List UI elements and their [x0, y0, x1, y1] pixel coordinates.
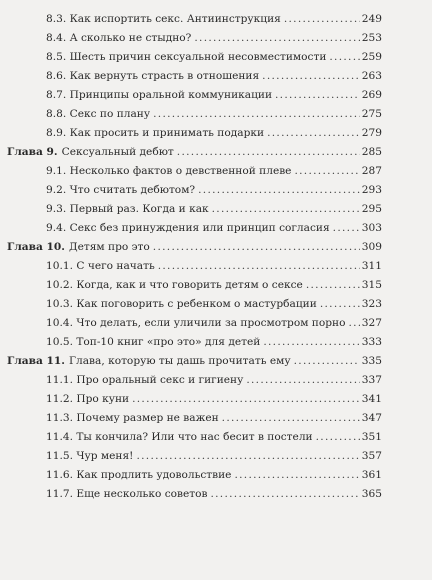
toc-entry-label [46, 48, 326, 67]
toc-entry-number: 11.2. [46, 393, 73, 405]
toc-entry-title: Про оральный секс и гигиену [76, 374, 244, 386]
toc-chapter-title: Сексуальный дебют [61, 146, 174, 158]
toc-entry-label [46, 409, 219, 428]
toc-entry-number: 8.8. [46, 108, 67, 120]
toc-leader-dots [329, 48, 359, 67]
toc-entry-page: 303 [361, 222, 382, 234]
toc-entry-page: 341 [361, 393, 382, 405]
toc-chapter-entry [0, 143, 432, 162]
toc-entry-number: 11.5. [46, 450, 73, 462]
toc-entry-label [46, 124, 264, 143]
toc-entry-page: 259 [361, 51, 382, 63]
toc-entry-label [46, 162, 291, 181]
toc-entry-page: 287 [361, 165, 382, 177]
toc-leader-dots [158, 257, 360, 276]
toc-entry-page: 333 [361, 336, 382, 348]
toc-entry-label [46, 428, 313, 447]
toc-entry-number: 8.9. [46, 127, 67, 139]
toc-entry-page: 337 [361, 374, 382, 386]
toc-entry-page: 361 [361, 469, 382, 481]
toc-entry-label [46, 371, 243, 390]
toc-entry-page: 293 [361, 184, 382, 196]
toc-entry-title: Еще несколько советов [76, 488, 208, 500]
toc-entry-title: Ты кончила? Или что нас бесит в постели [76, 431, 313, 443]
toc-leader-dots [294, 352, 360, 371]
toc-entry-number: 11.4. [46, 431, 73, 443]
toc-entry-label [46, 10, 281, 29]
toc-leader-dots [320, 295, 360, 314]
toc-entry [0, 29, 432, 48]
toc-entry-label [46, 67, 259, 86]
toc-entry-label [7, 143, 174, 162]
toc-entry-title: Шесть причин сексуальной несовместимости [69, 51, 327, 63]
toc-entry-label [46, 485, 207, 504]
toc-entry [0, 86, 432, 105]
toc-entry-page: 357 [361, 450, 382, 462]
toc-entry-title: Как испортить секс. Антиинструкция [69, 13, 281, 25]
toc-entry-label [46, 390, 129, 409]
toc-entry-title: Про куни [76, 393, 130, 405]
toc-entry-page: 323 [361, 298, 382, 310]
toc-leader-dots [316, 428, 360, 447]
toc-entry-label [46, 181, 195, 200]
toc-entry [0, 409, 432, 428]
toc-entry-number: 8.6. [46, 70, 67, 82]
toc-entry-label [46, 219, 330, 238]
toc-entry [0, 105, 432, 124]
toc-leader-dots [212, 200, 360, 219]
toc-entry [0, 219, 432, 238]
toc-entry-label [46, 86, 272, 105]
toc-chapter-entry [0, 238, 432, 257]
toc-entry-number: 8.3. [46, 13, 67, 25]
toc-leader-dots [262, 67, 360, 86]
toc-entry-title: Топ-10 книг «про это» для детей [76, 336, 261, 348]
toc-entry-number: 9.2. [46, 184, 67, 196]
toc-entry-number: 8.4. [46, 32, 67, 44]
toc-entry [0, 48, 432, 67]
toc-chapter-title: Детям про это [69, 241, 150, 253]
toc-entry-title: Что считать дебютом? [69, 184, 196, 196]
toc-entry-title: Секс без принуждения или принцип согласия [69, 222, 330, 234]
toc-entry [0, 257, 432, 276]
toc-entry-page: 253 [361, 32, 382, 44]
toc-leader-dots [153, 238, 360, 257]
toc-entry-page: 295 [361, 203, 382, 215]
toc-entry-number: 10.1. [46, 260, 73, 272]
toc-entry [0, 181, 432, 200]
toc-entry-number: 11.1. [46, 374, 73, 386]
toc-entry-page: 351 [361, 431, 382, 443]
toc-leader-dots [306, 276, 360, 295]
toc-entry-number: 10.3. [46, 298, 73, 310]
toc-entry-number: 10.4. [46, 317, 73, 329]
toc-entry-number: 11.6. [46, 469, 73, 481]
toc-leader-dots [294, 162, 359, 181]
toc-entry [0, 371, 432, 390]
toc-entry-label [46, 333, 260, 352]
toc-entry-title: С чего начать [76, 260, 155, 272]
toc-entry-label [46, 200, 209, 219]
toc-entry-label [46, 29, 191, 48]
toc-entry-page: 263 [361, 70, 382, 82]
toc-entry-page: 285 [361, 146, 382, 158]
toc-entry-label [46, 314, 345, 333]
toc-entry-label [46, 447, 133, 466]
toc-entry-title: Первый раз. Когда и как [69, 203, 209, 215]
toc-leader-dots [222, 409, 360, 428]
toc-leader-dots [246, 371, 359, 390]
toc-entry-title: Как продлить удовольствие [76, 469, 232, 481]
toc-entry-number: 8.7. [46, 89, 67, 101]
toc-entry-number: 9.4. [46, 222, 67, 234]
toc-chapter-number: Глава 11. [7, 355, 65, 367]
toc-entry-title: Как просить и принимать подарки [69, 127, 265, 139]
toc-leader-dots [348, 314, 359, 333]
toc-entry [0, 466, 432, 485]
toc-leader-dots [198, 181, 360, 200]
toc-entry-number: 8.5. [46, 51, 67, 63]
toc-entry-title: Что делать, если уличили за просмотром порно [76, 317, 346, 329]
toc-entry-label [46, 295, 317, 314]
toc-entry-page: 269 [361, 89, 382, 101]
toc-entry-number: 9.3. [46, 203, 67, 215]
toc-chapter-number: Глава 9. [7, 146, 58, 158]
toc-leader-dots [132, 390, 360, 409]
toc-entry [0, 295, 432, 314]
toc-entry-label [7, 238, 150, 257]
toc-entry [0, 67, 432, 86]
toc-entry-title: Несколько фактов о девственной плеве [69, 165, 292, 177]
toc-leader-dots [263, 333, 359, 352]
toc-entry-number: 10.2. [46, 279, 73, 291]
toc-entry-page: 309 [361, 241, 382, 253]
toc-entry [0, 124, 432, 143]
toc-entry-label [7, 352, 291, 371]
toc-leader-dots [275, 86, 360, 105]
toc-entry-page: 327 [361, 317, 382, 329]
toc-leader-dots [234, 466, 359, 485]
toc-entry-number: 10.5. [46, 336, 73, 348]
toc-entry-page: 249 [361, 13, 382, 25]
toc-entry-label [46, 276, 303, 295]
toc-leader-dots [177, 143, 360, 162]
toc-entry [0, 485, 432, 504]
toc-entry [0, 390, 432, 409]
toc-entry-page: 279 [361, 127, 382, 139]
toc-leader-dots [136, 447, 359, 466]
toc-entry [0, 276, 432, 295]
toc-entry-title: Секс по плану [69, 108, 151, 120]
toc-entry-page: 311 [361, 260, 382, 272]
toc-entry [0, 447, 432, 466]
toc-entry-title: Чур меня! [76, 450, 134, 462]
toc-entry-title: А сколько не стыдно? [69, 32, 192, 44]
toc-entry [0, 10, 432, 29]
toc-leader-dots [333, 219, 360, 238]
toc-chapter-entry [0, 352, 432, 371]
toc-entry-page: 315 [361, 279, 382, 291]
toc-entry-number: 11.3. [46, 412, 73, 424]
toc-leader-dots [267, 124, 360, 143]
toc-entry [0, 162, 432, 181]
toc-entry-number: 11.7. [46, 488, 73, 500]
toc-leader-dots [153, 105, 360, 124]
toc-entry-title: Принципы оральной коммуникации [69, 89, 273, 101]
toc-chapter-title: Глава, которую ты дашь прочитать ему [69, 355, 291, 367]
toc-entry [0, 314, 432, 333]
toc-leader-dots [284, 10, 360, 29]
toc-entry-title: Как вернуть страсть в отношения [69, 70, 260, 82]
toc-entry [0, 428, 432, 447]
toc-entry-title: Когда, как и что говорить детям о сексе [76, 279, 303, 291]
toc-leader-dots [210, 485, 359, 504]
toc-entry-title: Почему размер не важен [76, 412, 219, 424]
toc-leader-dots [194, 29, 359, 48]
toc-entry-label [46, 105, 150, 124]
toc-entry [0, 333, 432, 352]
toc-entry-label [46, 257, 155, 276]
toc-entry-page: 347 [361, 412, 382, 424]
toc-entry-number: 9.1. [46, 165, 67, 177]
toc-entry-page: 365 [361, 488, 382, 500]
toc-entry-label [46, 466, 231, 485]
toc-entry-page: 275 [361, 108, 382, 120]
toc-entry-page: 335 [361, 355, 382, 367]
toc-entry-title: Как поговорить с ребенком о мастурбации [76, 298, 317, 310]
toc-chapter-number: Глава 10. [7, 241, 65, 253]
toc-entry [0, 200, 432, 219]
